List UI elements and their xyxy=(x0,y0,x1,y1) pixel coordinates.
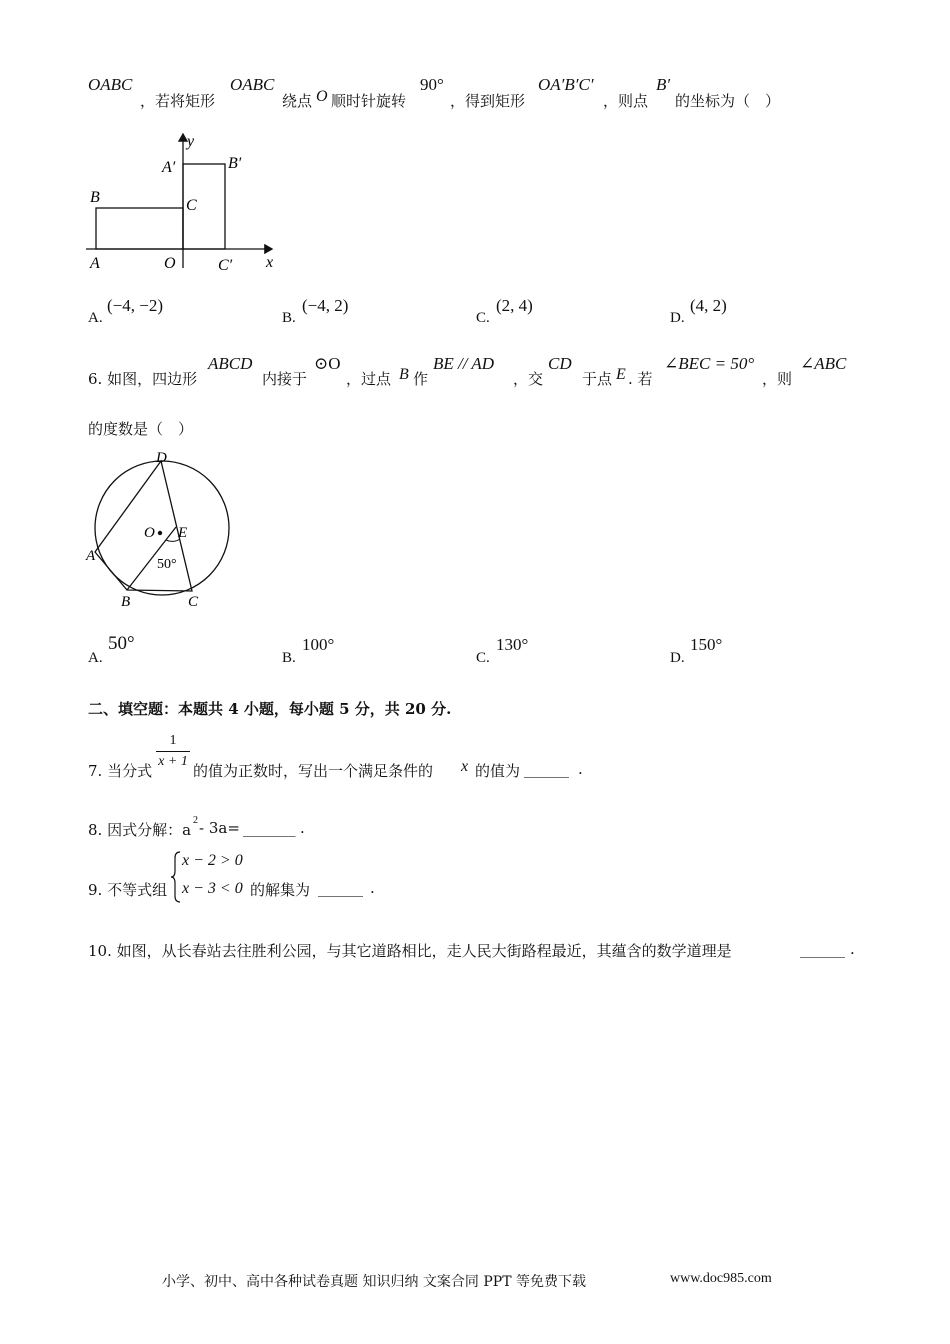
q6-math-angle-abc: ∠ABC xyxy=(800,354,847,373)
q6-math-circle-o: ⊙O xyxy=(314,354,341,373)
q6-text: 作 xyxy=(413,370,429,388)
label-o: O xyxy=(164,255,176,272)
label-a1: A′ xyxy=(162,159,176,176)
q5-angle: 90° xyxy=(420,75,444,94)
q9-inequality-1: x − 2 > 0 xyxy=(182,852,243,869)
q6-text: ，过点 xyxy=(346,370,392,388)
q5-option-a-value: (−4, −2) xyxy=(107,296,163,315)
label-x: x xyxy=(266,254,274,271)
q6-option-b-label: B. xyxy=(282,650,296,666)
q5-text: ，若将矩形 xyxy=(140,92,216,110)
q5-math-rect2: OA′B′C′ xyxy=(538,75,594,94)
q5-point-o: O xyxy=(316,88,328,105)
q6-option-b-value: 100° xyxy=(302,635,335,654)
q9-text: 9. 不等式组 xyxy=(88,881,168,899)
q7-blank: ______ xyxy=(524,760,569,778)
q6-option-c-value: 130° xyxy=(496,635,529,654)
q7-end: . xyxy=(578,760,583,778)
q5-math-b1: B′ xyxy=(656,75,671,94)
q10-end: . xyxy=(850,940,855,958)
q9-end: . xyxy=(370,879,375,897)
q7-fraction xyxy=(156,733,190,770)
q8-text: 8. 因式分解：a xyxy=(88,821,192,839)
label-y: y xyxy=(187,133,195,150)
q10-blank: ______ xyxy=(800,940,845,958)
q6-option-d-label: D. xyxy=(670,650,685,666)
q6-text: 内接于 xyxy=(262,370,308,388)
q8-blank: _______ xyxy=(243,819,296,837)
q6-circle-figure xyxy=(80,444,240,614)
section-heading: 二、填空题：本题共 4 小题，每小题 5 分，共 20 分. xyxy=(88,700,452,718)
q5-text: ，则点 xyxy=(603,92,649,110)
q6-text: . 若 xyxy=(628,370,653,388)
q5-math-oabc-2: OABC xyxy=(230,75,275,94)
q6-option-c-label: C. xyxy=(476,650,490,666)
q6-text: 于点 xyxy=(582,370,613,388)
q6-math-abcd: ABCD xyxy=(208,354,253,373)
q8-end: . xyxy=(300,819,305,837)
q6-option-d-value: 150° xyxy=(690,635,723,654)
q9-text: 的解集为 xyxy=(250,881,311,899)
label-b: B xyxy=(90,189,100,206)
q5-text: 顺时针旋转 xyxy=(331,92,407,110)
q6-option-a-label: A. xyxy=(88,650,103,666)
q8-text: - 3a= xyxy=(199,819,240,837)
q5-text: 的坐标为（ ） xyxy=(675,92,781,110)
label-b1: B′ xyxy=(228,155,242,172)
q7-fraction-numerator: 1 xyxy=(169,733,177,748)
q6-math-be-ad: BE // AD xyxy=(433,354,495,373)
q5-option-c-label: C. xyxy=(476,310,490,326)
q8-superscript: 2 xyxy=(193,815,198,826)
q7-var-x: x xyxy=(461,758,469,775)
q9-inequality-2: x − 3 < 0 xyxy=(182,880,243,897)
center-dot xyxy=(158,531,162,535)
q6-point-e: E xyxy=(616,366,626,383)
q5-option-d-label: D. xyxy=(670,310,685,326)
label-angle-50: 50° xyxy=(157,557,177,572)
footer-text: 小学、初中、高中各种试卷真题 知识归纳 文案合同 PPT 等免费下载 xyxy=(162,1274,586,1290)
q10-text: 10. 如图，从长春站去往胜利公园，与其它道路相比，走人民大街路程最近，其蕴含的数学道理是 xyxy=(88,942,732,960)
label-c1: C′ xyxy=(218,257,233,274)
q6-point-b: B xyxy=(399,366,409,383)
label-b: B xyxy=(121,594,131,610)
q7-fraction-denominator: x + 1 xyxy=(158,754,188,769)
q7-text: 的值为 xyxy=(475,762,521,780)
q6-text: 6. 如图，四边形 xyxy=(88,370,198,388)
q6-text: ，则 xyxy=(762,370,793,388)
q6-text: ，交 xyxy=(513,370,544,388)
footer-url[interactable]: www.doc985.com xyxy=(670,1271,772,1286)
q5-option-c-value: (2, 4) xyxy=(496,296,533,315)
q6-text-line2: 的度数是（ ） xyxy=(88,420,194,438)
q5-math-oabc: OABC xyxy=(88,75,133,94)
q6-option-a-value: 50° xyxy=(108,633,135,654)
system-brace xyxy=(170,850,182,904)
q5-option-b-value: (−4, 2) xyxy=(302,296,349,315)
label-e: E xyxy=(178,525,188,541)
label-d: D xyxy=(156,450,167,466)
q5-text: ，得到矩形 xyxy=(450,92,526,110)
q5-option-a-label: A. xyxy=(88,310,103,326)
label-c: C xyxy=(186,197,197,214)
q6-math-cd: CD xyxy=(548,354,572,373)
q5-option-b-label: B. xyxy=(282,310,296,326)
label-a: A xyxy=(86,548,96,564)
label-c: C xyxy=(188,594,199,610)
q5-text: 绕点 xyxy=(282,92,313,110)
q6-math-angle-bec: ∠BEC = 50° xyxy=(664,354,755,373)
q7-text: 的值为正数时，写出一个满足条件的 xyxy=(193,762,434,780)
fraction-bar xyxy=(156,751,190,752)
q9-blank: ______ xyxy=(318,879,363,897)
q7-text: 7. 当分式 xyxy=(88,762,153,780)
q5-coordinate-figure xyxy=(80,128,280,276)
q5-option-d-value: (4, 2) xyxy=(690,296,727,315)
label-a: A xyxy=(90,255,100,272)
rectangle-oabc xyxy=(96,208,183,249)
label-o: O xyxy=(144,525,155,541)
